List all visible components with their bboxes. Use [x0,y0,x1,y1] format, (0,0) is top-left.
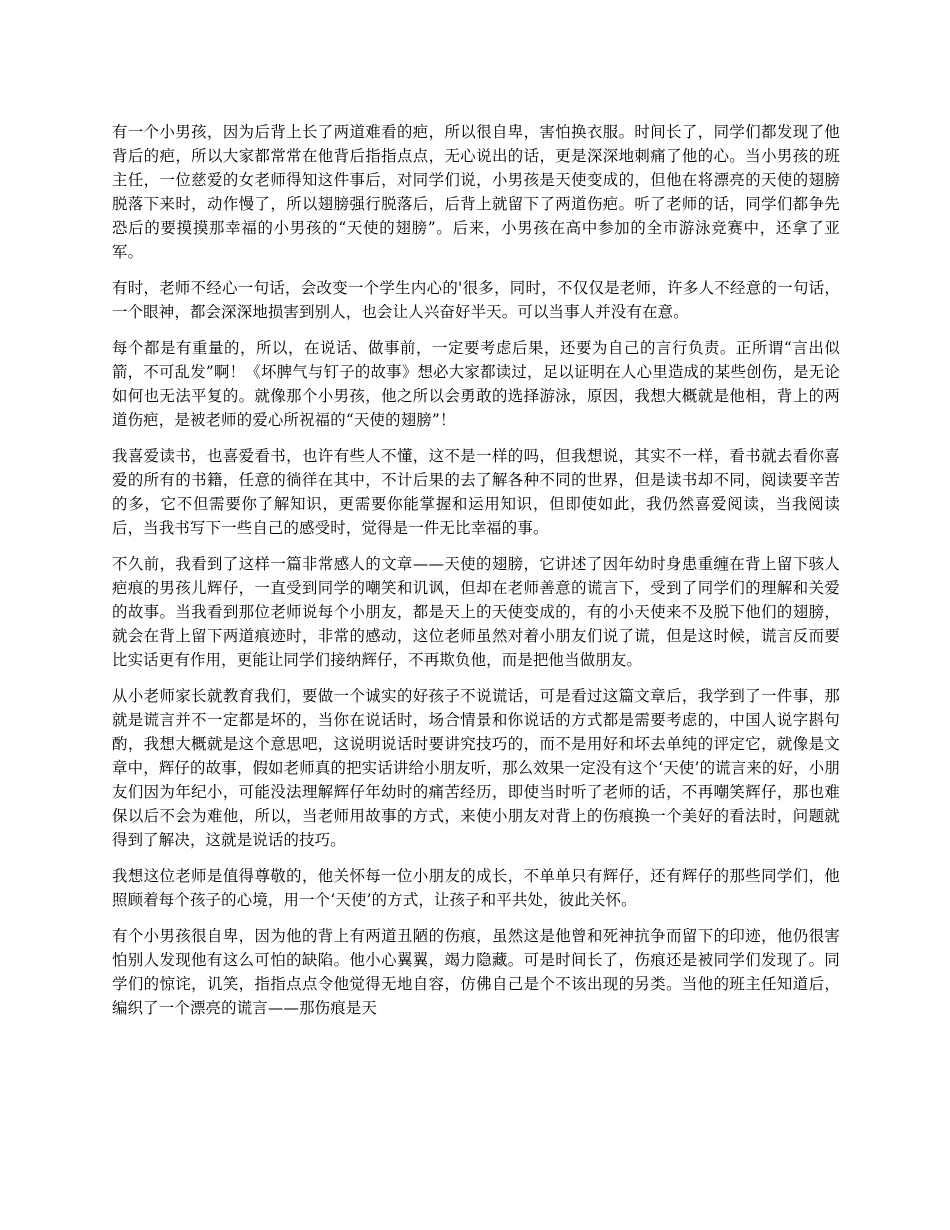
paragraph-4: 我喜爱读书，也喜爱看书，也许有些人不懂，这不是一样的吗，但我想说，其实不一样，看书就去看你喜爱的所有的书籍，任意的徜徉在其中，不计后果的去了解各种不同的世界，但是读书却不同，阅读要辛苦的多，它不但需要你了解知识，更需要你能掌握和运用知识，但即使如此，我仍然喜爱阅读，当我阅读后，当我书写下一些自己的感受时，觉得是一件无比幸福的事。 [112,447,840,537]
paragraph-6: 从小老师家长就教育我们，要做一个诚实的好孩子不说谎话，可是看过这篇文章后，我学到了一件事，那就是谎言并不一定都是坏的，当你在说话时，场合情景和你说话的方式都是需要考虑的，中国人说字斟句酌，我想大概就是这个意思吧，这说明说话时要讲究技巧的，而不是用好和坏去单纯的评定它，就像是文章中，辉仔的故事，假如老师真的把实话讲给小朋友听，那么效果一定没有这个‘天使’的谎言来的好，小朋友们因为年纪小，可能没法理解辉仔年幼时的痛苦经历，即使当时听了老师的话，不再嘲笑辉仔，那也难保以后不会为难他，所以，当老师用故事的方式，来使小朋友对背上的伤痕换一个美好的看法时，问题就得到了解决，这就是说话的技巧。 [112,687,840,849]
paragraph-5: 不久前，我看到了这样一篇非常感人的文章——天使的翅膀，它讲述了因年幼时身患重缠在背上留下骇人疤痕的男孩儿辉仔，一直受到同学的嘲笑和讥讽，但却在老师善意的谎言下，受到了同学们的理解和关爱的故事。当我看到那位老师说每个小朋友，都是天上的天使变成的，有的小天使来不及脱下他们的翅膀，就会在背上留下两道痕迹时，非常的感动，这位老师虽然对着小朋友们说了谎，但是这时候，谎言反而要比实话更有作用，更能让同学们接纳辉仔，不再欺负他，而是把他当做朋友。 [112,555,840,669]
document-body [112,120,840,1032]
paragraph-3: 每个都是有重量的，所以，在说话、做事前，一定要考虑后果，还要为自己的言行负责。正所谓“言出似箭，不可乱发”啊！《坏脾气与钉子的故事》想必大家都读过，足以证明在人心里造成的某些创伤，是无论如何也无法平复的。就像那个小男孩，他之所以会勇敢的选择游泳，原因，我想大概就是他相，背上的两道伤疤，是被老师的爱心所祝福的“天使的翅膀”！ [112,339,840,429]
paragraph-7: 我想这位老师是值得尊敬的，他关怀每一位小朋友的成长，不单单只有辉仔，还有辉仔的那些同学们，他照顾着每个孩子的心境，用一个‘天使’的方式，让孩子和平共处，彼此关怀。 [112,867,840,909]
paragraph-1: 有一个小男孩，因为后背上长了两道难看的疤，所以很自卑，害怕换衣服。时间长了，同学们都发现了他背后的疤，所以大家都常常在他背后指指点点，无心说出的话，更是深深地刺痛了他的心。当小男孩的班主任，一位慈爱的女老师得知这件事后，对同学们说，小男孩是天使变成的，但他在将漂亮的天使的翅膀脱落下来时，动作慢了，所以翅膀强行脱落后，后背上就留下了两道伤疤。听了老师的话，同学们都争先恐后的要摸摸那幸福的小男孩的“天使的翅膀”。后来，小男孩在高中参加的全市游泳竞赛中，还拿了亚军。 [112,123,840,261]
paragraph-2: 有时，老师不经心一句话，会改变一个学生内心的'很多，同时，不仅仅是老师，许多人不经意的一句话，一个眼神，都会深深地损害到别人，也会让人兴奋好半天。可以当事人并没有在意。 [112,279,840,321]
paragraph-8: 有个小男孩很自卑，因为他的背上有两道丑陋的伤痕，虽然这是他曾和死神抗争而留下的印迹，他仍很害怕别人发现他有这么可怕的缺陷。他小心翼翼，竭力隐藏。可是时间长了，伤痕还是被同学们发现了。同学们的惊诧，讥笑，指指点点令他觉得无地自容，仿佛自己是个不该出现的另类。当他的班主任知道后，编织了一个漂亮的谎言——那伤痕是天 [112,927,840,1017]
